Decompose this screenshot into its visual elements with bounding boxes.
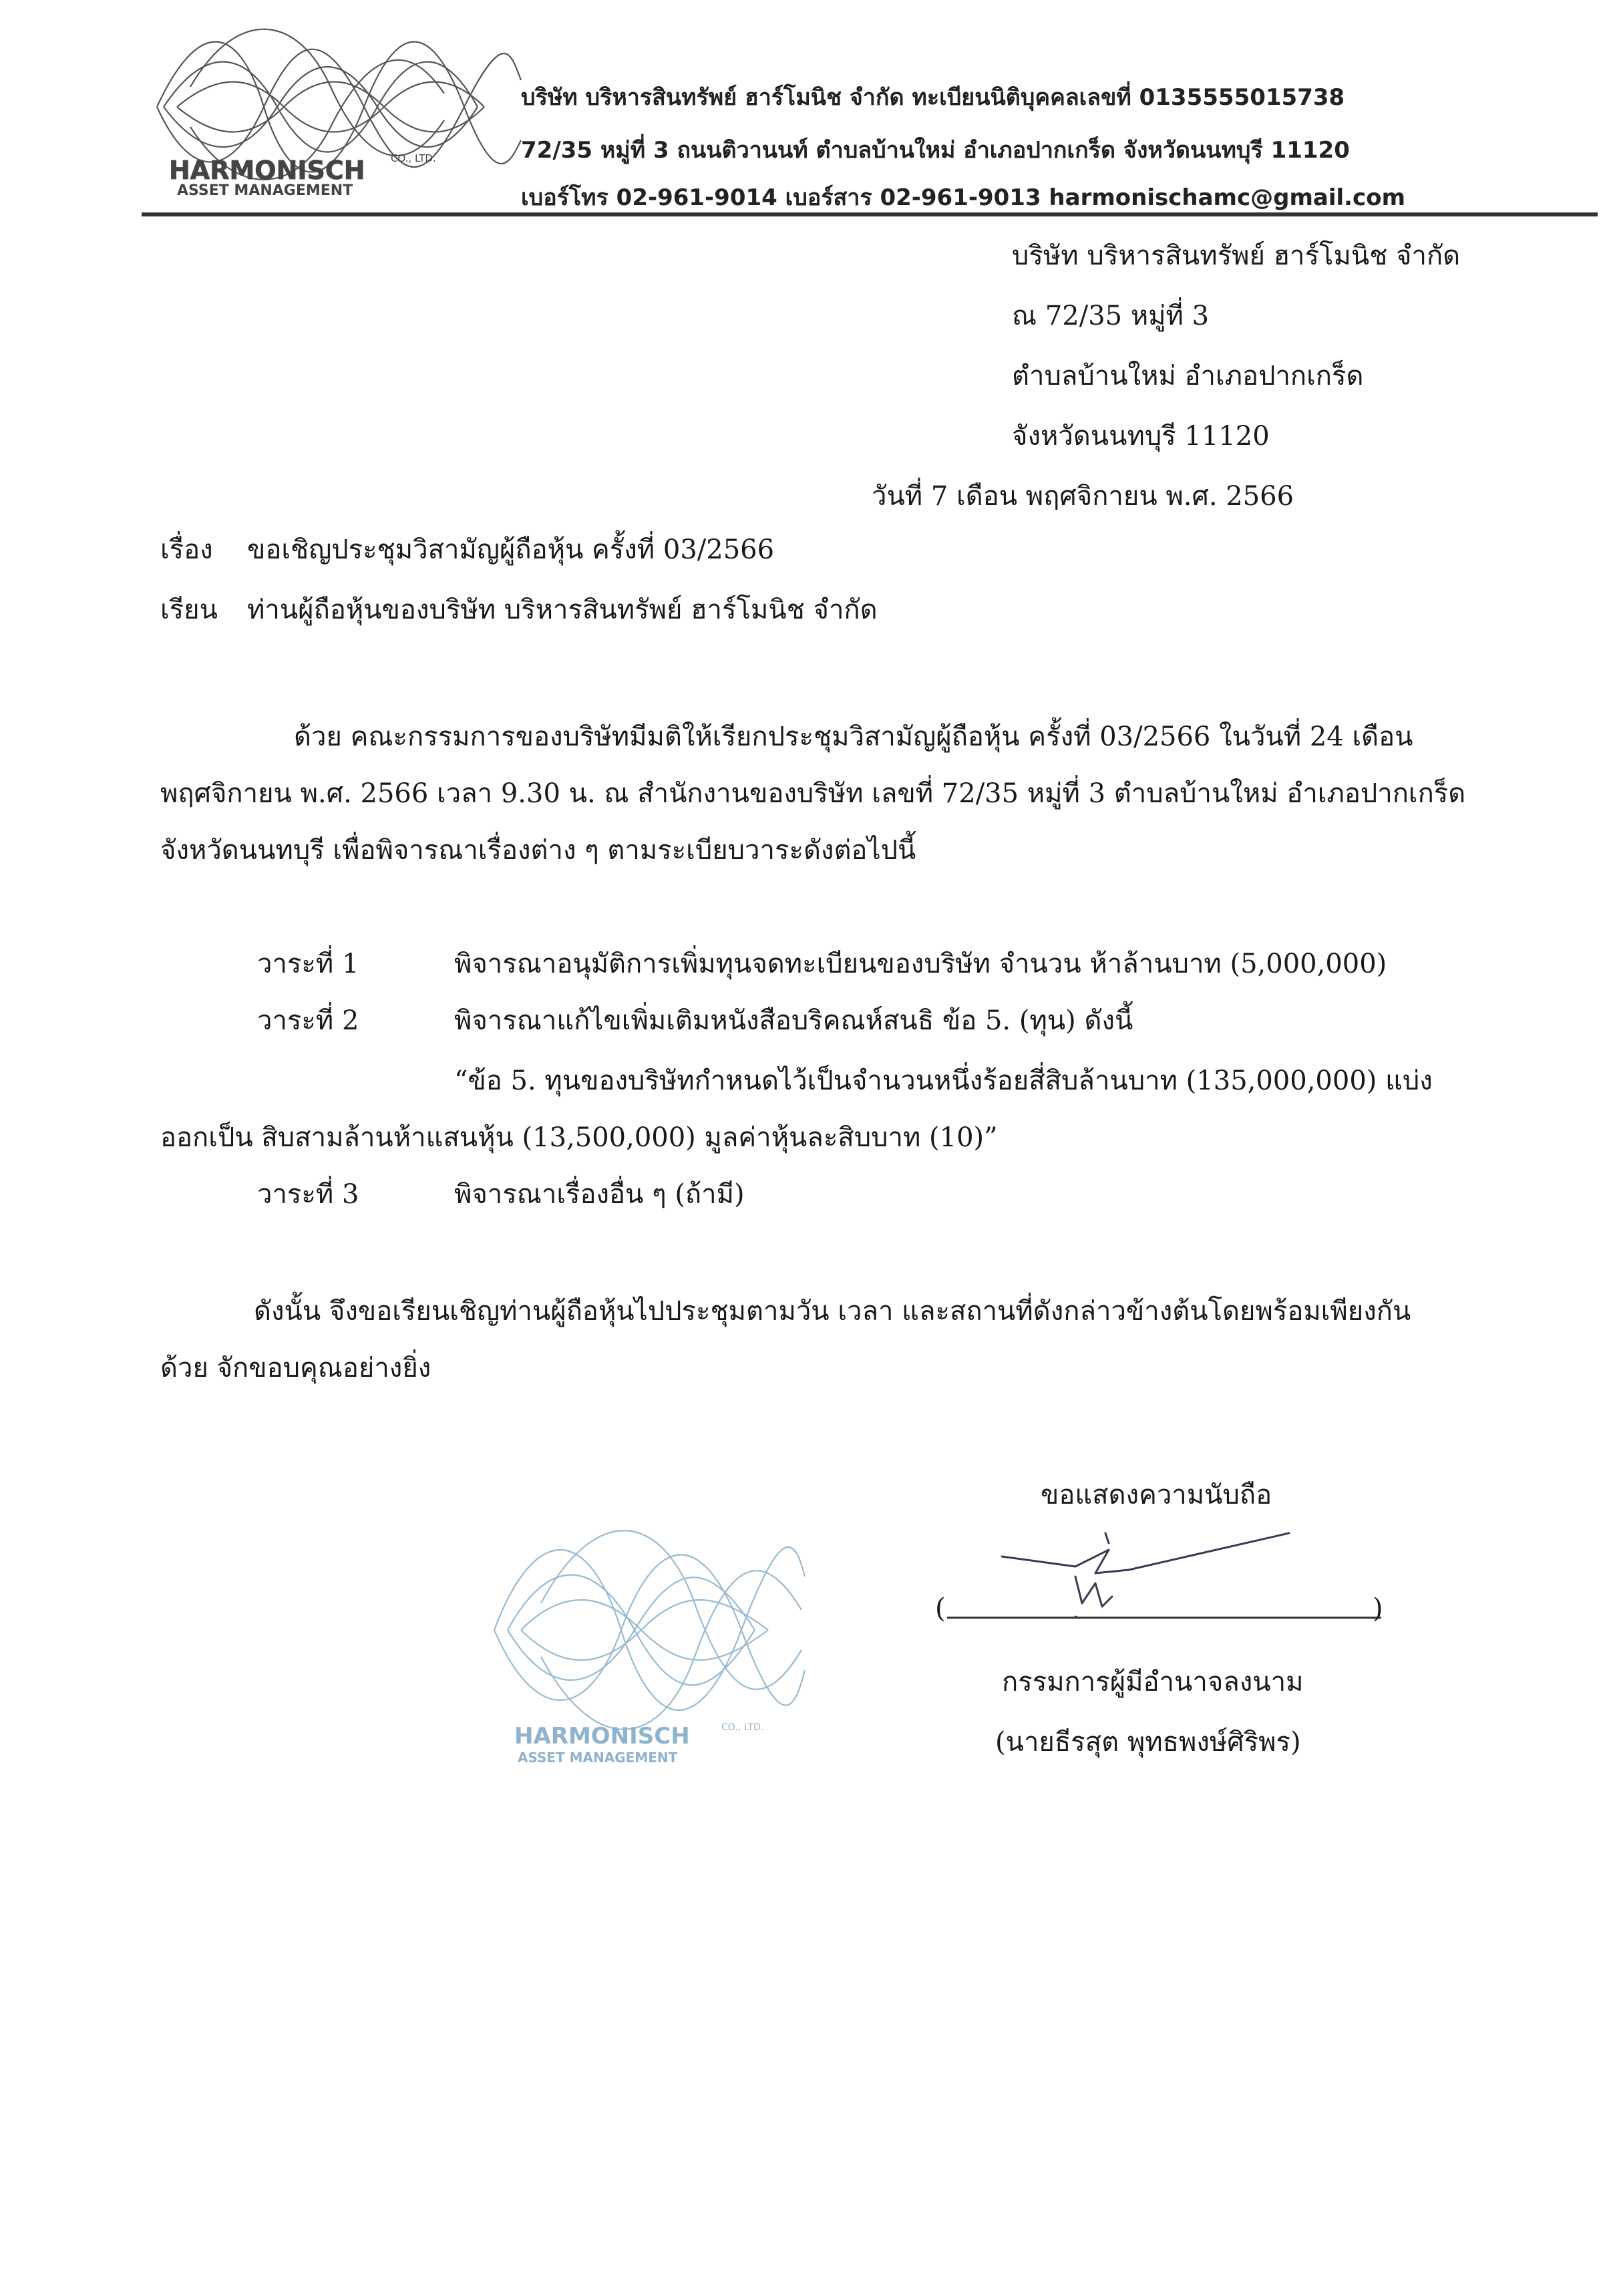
letterhead-contact-line: เบอร์โทร 02-961-9014 เบอร์สาร 02-961-9013 harmonischamc@gmail.com — [521, 184, 1405, 211]
closing-line-2: ด้วย จักขอบคุณอย่างยิ่ง — [160, 1353, 431, 1383]
subject-text: ขอเชิญประชุมวิสามัญผู้ถือหุ้น ครั้งที่ 03/2566 — [247, 534, 775, 565]
stamp-wave-5 — [521, 1600, 768, 1660]
agenda-3-text: พิจารณาเรื่องอื่น ๆ (ถ้ามี) — [454, 1179, 745, 1210]
letter-date: วันที่ 7 เดือน พฤศจิกายน พ.ศ. 2566 — [872, 481, 1294, 512]
quote-line-1: “ข้อ 5. ทุนของบริษัทกำหนดไว้เป็นจำนวนหนึ่งร้อยสี่สิบล้านบาท (135,000,000) แบ่ง — [454, 1065, 1433, 1096]
agenda-1-label: วาระที่ 1 — [257, 949, 359, 979]
stamp-wave-1 — [494, 1547, 805, 1710]
stamp-wave-7 — [541, 1530, 801, 1689]
stamp-subtitle: ASSET MANAGEMENT — [518, 1750, 678, 1766]
letterhead-divider — [142, 212, 1598, 216]
stamp-name: HARMONISCH — [514, 1723, 690, 1750]
stamp-wave-6 — [521, 1600, 768, 1660]
company-stamp — [488, 1496, 808, 1770]
agenda-2-text: พิจารณาแก้ไขเพิ่มเติมหนังสือบริคณห์สนธิ ข้อ 5. (ทุน) ดังนี้ — [454, 1005, 1133, 1036]
logo-subtitle: ASSET MANAGEMENT — [177, 182, 353, 199]
regards-text: ขอแสดงความนับถือ — [1041, 1480, 1272, 1510]
address-line-4: จังหวัดนนทบุรี 11120 — [1012, 421, 1270, 452]
signature-line — [947, 1617, 1381, 1619]
signatory-title: กรรมการผู้มีอำนาจลงนาม — [1002, 1667, 1304, 1697]
signature-paren-close: ) — [1373, 1593, 1383, 1624]
logo-name: HARMONISCH — [169, 156, 365, 185]
letterhead-company-line: บริษัท บริหารสินทรัพย์ ฮาร์โมนิช จำกัด ทะเบียนนิติบุคคลเลขที่ 0135555015738 — [521, 84, 1345, 111]
logo-wave-7 — [190, 29, 444, 156]
intro-line-1: ด้วย คณะกรรมการของบริษัทมีมติให้เรียกประชุมวิสามัญผู้ถือหุ้น ครั้งที่ 03/2566 ในวันที่ 24 เดือน — [294, 721, 1413, 752]
company-logo — [150, 7, 524, 200]
quote-line-2: ออกเป็น สิบสามล้านห้าแสนหุ้น (13,500,000) มูลค่าหุ้นละสิบบาท (10)” — [160, 1122, 998, 1153]
closing-line-1: ดังนั้น จึงขอเรียนเชิญท่านผู้ถือหุ้นไปประชุมตามวัน เวลา และสถานที่ดังกล่าวข้างต้นโดยพร้อมเพียงกัน — [254, 1296, 1411, 1327]
logo-wave-6 — [177, 82, 484, 132]
address-line-3: ตำบลบ้านใหม่ อำเภอปากเกร็ด — [1012, 361, 1364, 391]
intro-line-2: พฤศจิกายน พ.ศ. 2566 เวลา 9.30 น. ณ สำนักงานของบริษัท เลขที่ 72/35 หมู่ที่ 3 ตำบลบ้านใหม่ อำเภอปากเกร็ด — [160, 778, 1466, 809]
agenda-2-label: วาระที่ 2 — [257, 1005, 359, 1036]
stamp-wave-3 — [508, 1575, 755, 1685]
stamp-wave-2 — [494, 1554, 805, 1705]
agenda-3-label: วาระที่ 3 — [257, 1179, 359, 1210]
recipient-label: เรียน — [160, 595, 218, 625]
signatory-name: (นายธีรสุต พุทธพงษ์ศิริพร) — [995, 1727, 1301, 1758]
handwritten-signature — [995, 1530, 1309, 1623]
logo-suffix: CO., LTD. — [391, 152, 436, 164]
signature-paren-open: ( — [935, 1593, 946, 1624]
letterhead-address-line: 72/35 หมู่ที่ 3 ถนนติวานนท์ ตำบลบ้านใหม่ อำเภอปากเกร็ด จังหวัดนนทบุรี 11120 — [521, 137, 1350, 164]
intro-line-3: จังหวัดนนทบุรี เพื่อพิจารณาเรื่องต่าง ๆ ตามระเบียบวาระดังต่อไปนี้ — [160, 835, 916, 866]
recipient-text: ท่านผู้ถือหุ้นของบริษัท บริหารสินทรัพย์ ฮาร์โมนิช จำกัด — [247, 595, 878, 625]
address-line-1: บริษัท บริหารสินทรัพย์ ฮาร์โมนิช จำกัด — [1012, 240, 1461, 271]
subject-label: เรื่อง — [160, 534, 213, 565]
logo-wave-4 — [164, 67, 478, 147]
stamp-wave-8 — [541, 1571, 801, 1730]
stamp-suffix: CO., LTD. — [721, 1722, 764, 1733]
address-line-2: ณ 72/35 หมู่ที่ 3 — [1012, 301, 1210, 331]
logo-wave-1 — [157, 42, 521, 172]
logo-wave-5 — [177, 82, 484, 132]
agenda-1-text: พิจารณาอนุมัติการเพิ่มทุนจดทะเบียนของบริษัท จำนวน ห้าล้านบาท (5,000,000) — [454, 949, 1387, 979]
